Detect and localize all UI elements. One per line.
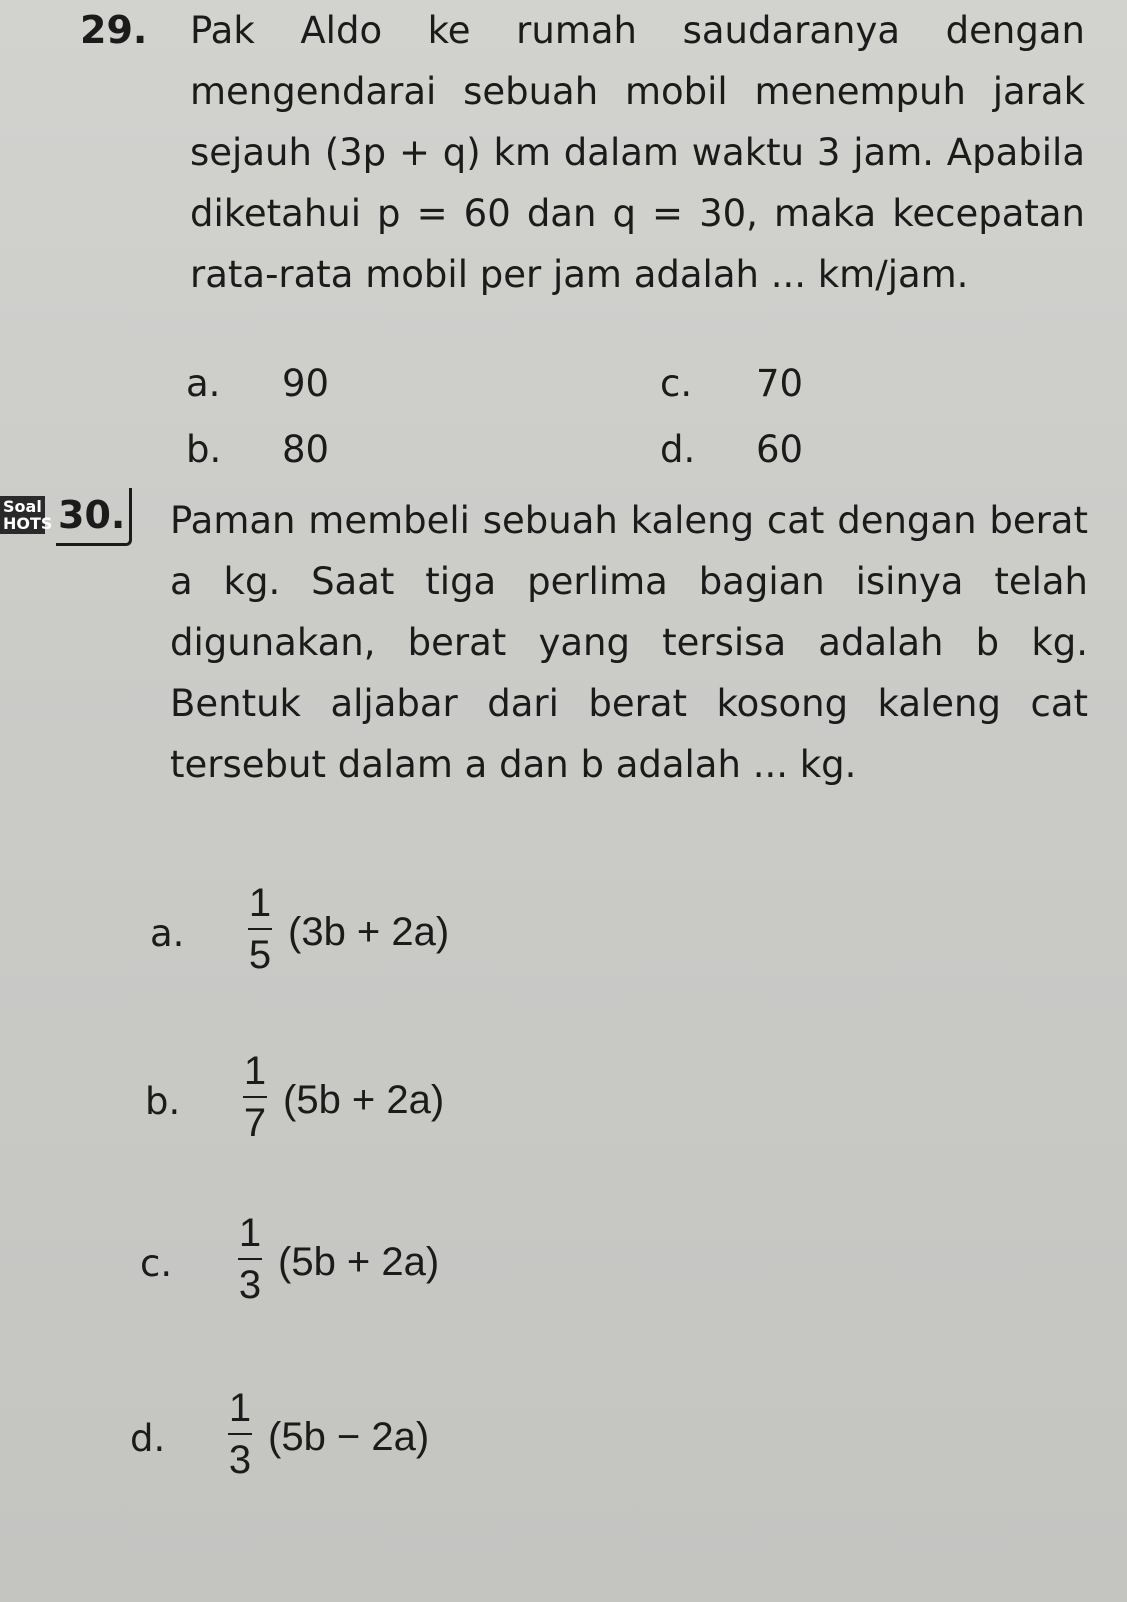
fraction-denominator: 5 <box>248 933 272 977</box>
fraction <box>222 1385 258 1483</box>
option-value: 70 <box>756 362 804 405</box>
option-letter: c. <box>140 1242 173 1285</box>
fraction-bar <box>228 1433 252 1435</box>
option-letter: a. <box>186 362 221 405</box>
badge-line-1: Soal <box>3 497 42 516</box>
fraction-denominator: 3 <box>228 1438 252 1482</box>
fraction-denominator: 7 <box>243 1101 267 1145</box>
option-letter: b. <box>145 1080 181 1123</box>
option-letter: b. <box>186 428 222 471</box>
option-letter: d. <box>660 428 696 471</box>
q29-option-d[interactable] <box>660 428 803 472</box>
q30-option-a[interactable] <box>150 880 650 990</box>
fraction <box>242 880 278 978</box>
option-expression: (5b + 2a) <box>278 1240 440 1284</box>
option-expression: (5b − 2a) <box>268 1415 430 1459</box>
fraction-bar <box>243 1096 267 1098</box>
q30-option-d[interactable] <box>130 1385 630 1495</box>
q30-option-b[interactable] <box>145 1048 645 1158</box>
option-value: 80 <box>282 428 330 471</box>
fraction-numerator: 1 <box>248 881 272 925</box>
q29-option-a[interactable] <box>186 362 329 406</box>
hots-badge <box>0 496 53 534</box>
fraction-bar <box>248 928 272 930</box>
fraction-numerator: 1 <box>243 1049 267 1093</box>
option-letter: a. <box>150 912 185 955</box>
fraction <box>232 1210 268 1308</box>
option-value: 60 <box>756 428 804 471</box>
option-value: 90 <box>282 362 330 405</box>
badge-line-2: HOTS <box>3 514 53 533</box>
fraction-bar <box>238 1258 262 1260</box>
question-29-text: Pak Aldo ke rumah saudaranya dengan mengendarai sebuah mobil menempuh jarak sejauh (3p + q) km dalam waktu 3 jam. Apabila diketahui p = 60 dan q = 30, maka kecepatan rata-rata mobil per jam adalah ... km/jam. <box>190 9 1085 296</box>
question-29-number: 29. <box>80 8 148 52</box>
option-expression: (5b + 2a) <box>283 1078 445 1122</box>
fraction-denominator: 3 <box>238 1263 262 1307</box>
question-30-text: Paman membeli sebuah kaleng cat dengan berat a kg. Saat tiga perlima bagian isinya telah digunakan, berat yang tersisa adalah b kg. Bentuk aljabar dari berat kosong kaleng cat tersebut dalam a dan b adalah ... kg. <box>170 499 1088 786</box>
fraction <box>237 1048 273 1146</box>
q29-option-c[interactable] <box>660 362 803 406</box>
q29-option-b[interactable] <box>186 428 329 472</box>
fraction-numerator: 1 <box>238 1211 262 1255</box>
fraction-numerator: 1 <box>228 1386 252 1430</box>
question-30-number: 30. <box>56 488 132 546</box>
option-letter: c. <box>660 362 693 405</box>
option-letter: d. <box>130 1417 166 1460</box>
option-expression: (3b + 2a) <box>288 910 450 954</box>
q30-option-c[interactable] <box>140 1210 640 1320</box>
